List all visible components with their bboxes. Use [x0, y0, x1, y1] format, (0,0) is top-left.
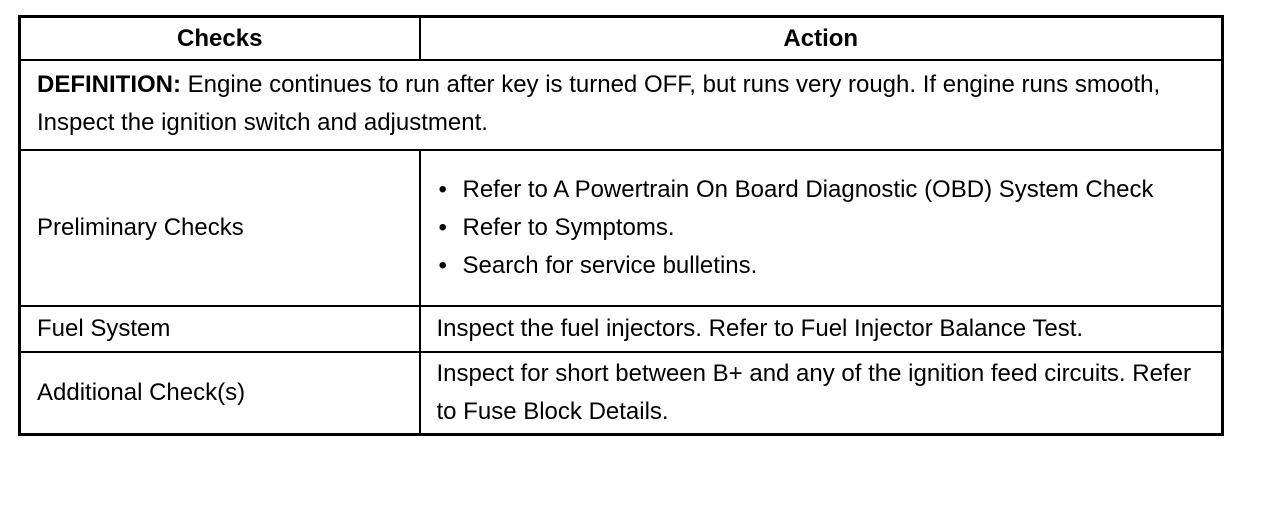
header-action: Action: [420, 17, 1223, 61]
bullet-icon: •: [438, 214, 447, 241]
check-cell: Additional Check(s): [20, 352, 420, 435]
list-item-text: Search for service bulletins.: [462, 252, 758, 279]
action-cell: Inspect the fuel injectors. Refer to Fuel Injector Balance Test.: [420, 306, 1223, 352]
header-row: [20, 17, 1223, 61]
table-row-preliminary-checks: [20, 150, 1223, 306]
check-cell: Fuel System: [20, 306, 420, 352]
action-bullet-list: [437, 171, 1206, 285]
diagnostic-table: [18, 15, 1224, 436]
definition-label: DEFINITION:: [37, 71, 181, 98]
definition-text: Engine continues to run after key is turned OFF, but runs very rough. If engine runs smooth, Inspect the ignition switch and adjustment.: [37, 71, 1161, 136]
list-item-text: Refer to A Powertrain On Board Diagnostic (OBD) System Check: [462, 176, 1154, 203]
list-item: [437, 247, 1206, 285]
definition-row: [20, 60, 1223, 150]
table-row-additional-checks: [20, 352, 1223, 435]
bullet-icon: •: [438, 252, 447, 279]
action-cell: Inspect for short between B+ and any of the ignition feed circuits. Refer to Fuse Block Details.: [420, 352, 1223, 435]
action-cell: [420, 150, 1223, 306]
list-item-text: Refer to Symptoms.: [462, 214, 675, 241]
definition-cell: [20, 60, 1223, 150]
bullet-icon: •: [438, 176, 447, 203]
table-row-fuel-system: [20, 306, 1223, 352]
header-checks: Checks: [20, 17, 420, 61]
check-cell: Preliminary Checks: [20, 150, 420, 306]
list-item: [437, 171, 1206, 209]
list-item: [437, 209, 1206, 247]
